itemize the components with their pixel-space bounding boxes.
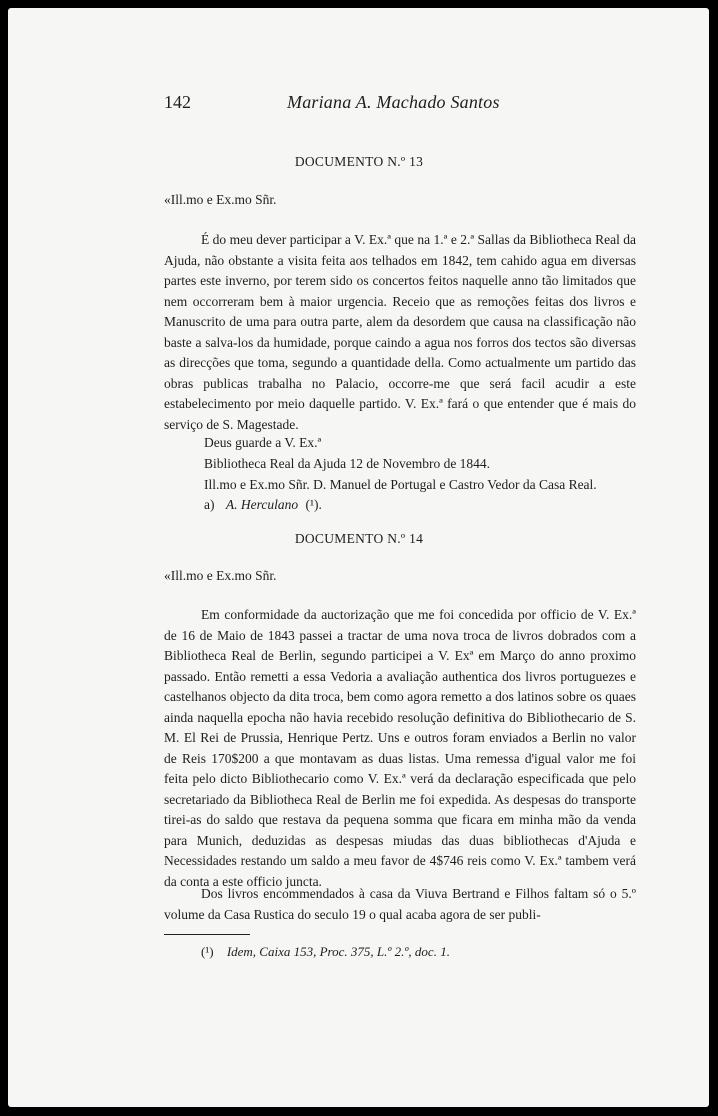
- signature-name: A. Herculano: [225, 497, 299, 512]
- page-number: 142: [164, 92, 191, 112]
- footnote-text: Idem, Caixa 153, Proc. 375, L.º 2.º, doc. 1.: [226, 944, 450, 959]
- document-13-addressee: Ill.mo e Ex.mo Sñr. D. Manuel de Portugal e Castro Vedor da Casa Real.: [204, 477, 597, 492]
- signature-prefix: a): [204, 497, 215, 512]
- document-13-salutation: «Ill.mo e Ex.mo Sñr.: [164, 192, 277, 207]
- footnote-rule: [164, 934, 250, 935]
- footnote-marker: (¹): [201, 944, 214, 959]
- running-title: Mariana A. Machado Santos: [287, 92, 500, 112]
- footnote: [201, 944, 450, 960]
- document-13-body: É do meu dever participar a V. Ex.ª que na 1.ª e 2.ª Sallas da Bibliotheca Real da Ajuda, não obstante a visita feita aos telhados em 1842, tem cahido agua em diversas partes este inverno, por terem sido os concertos feitos naquelle anno tão limitados que nem occorreram bem à maior urgencia. Receio que as remoções feitas dos livros e Manuscrito de uma para outra parte, alem da desordem que causa na classificação não baste a salva-los da humidade, porque caindo a agua nos forros dos tectos são diversas as direcções que toma, segundo a quantidade della. Como actualmente um partido das obras publicas trabalha no Palacio, occorre-me que será facil acudir a este estabelecimento por meio daquelle partido. V. Ex.ª fará o que entender que é mais do serviço de S. Magestade.: [164, 232, 636, 432]
- document-14-salutation: «Ill.mo e Ex.mo Sñr.: [164, 568, 277, 583]
- page: [8, 8, 709, 1107]
- document-14-title: DOCUMENTO N.º 14: [294, 531, 424, 546]
- document-14-paragraph-1: Em conformidade da auctorização que me foi concedida por officio de V. Ex.ª de 16 de Maio de 1843 passei a tractar de uma nova troca de livros dobrados com a Bibliotheca Real de Berlin, segundo participei a V. Exª em Março do anno proximo passado. Então remetti a essa Vedoria a avaliação authentica dos livros portuguezes e castelhanos objecto da dita troca, bem como agora remetto a dos latinos sobre os quaes ainda naquella epocha não havia recebido resolução definitiva do Bibliothecario de S. M. El Rei de Prussia, Henrique Pertz. Uns e outros foram enviados a Berlin no valor de Reis 170$200 a que montavam as duas listas. Uma remessa d'igual valor me foi feita pelo dicto Bibliothecario como V. Ex.ª verá da declaração especificada que pelo secretariado da Bibliotheca Real de Berlin me foi expedida. As despesas do transporte tirei-as do saldo que restava da pequena somma que ficara em minha mão da venda para Munich, deduzidas as despesas miudas das duas bibliothecas d'Ajuda e Necessidades restando um saldo a meu favor de 4$746 reis como V. Ex.ª tambem verá da conta a este officio juncta.: [164, 607, 636, 889]
- document-13-title: DOCUMENTO N.º 13: [294, 154, 424, 169]
- page-header: [0, 92, 718, 116]
- document-13-place-date: Bibliotheca Real da Ajuda 12 de Novembro de 1844.: [204, 456, 491, 471]
- footnote-reference: (¹).: [305, 497, 322, 512]
- document-14-paragraph-2: Dos livros encommendados à casa da Viuva Bertrand e Filhos faltam só o 5.º volume da Casa Rustica do seculo 19 o qual acaba agora de ser publi-: [164, 886, 636, 922]
- document-13-closing: Deus guarde a V. Ex.ª: [204, 435, 322, 450]
- document-13-signature-line: [204, 497, 322, 513]
